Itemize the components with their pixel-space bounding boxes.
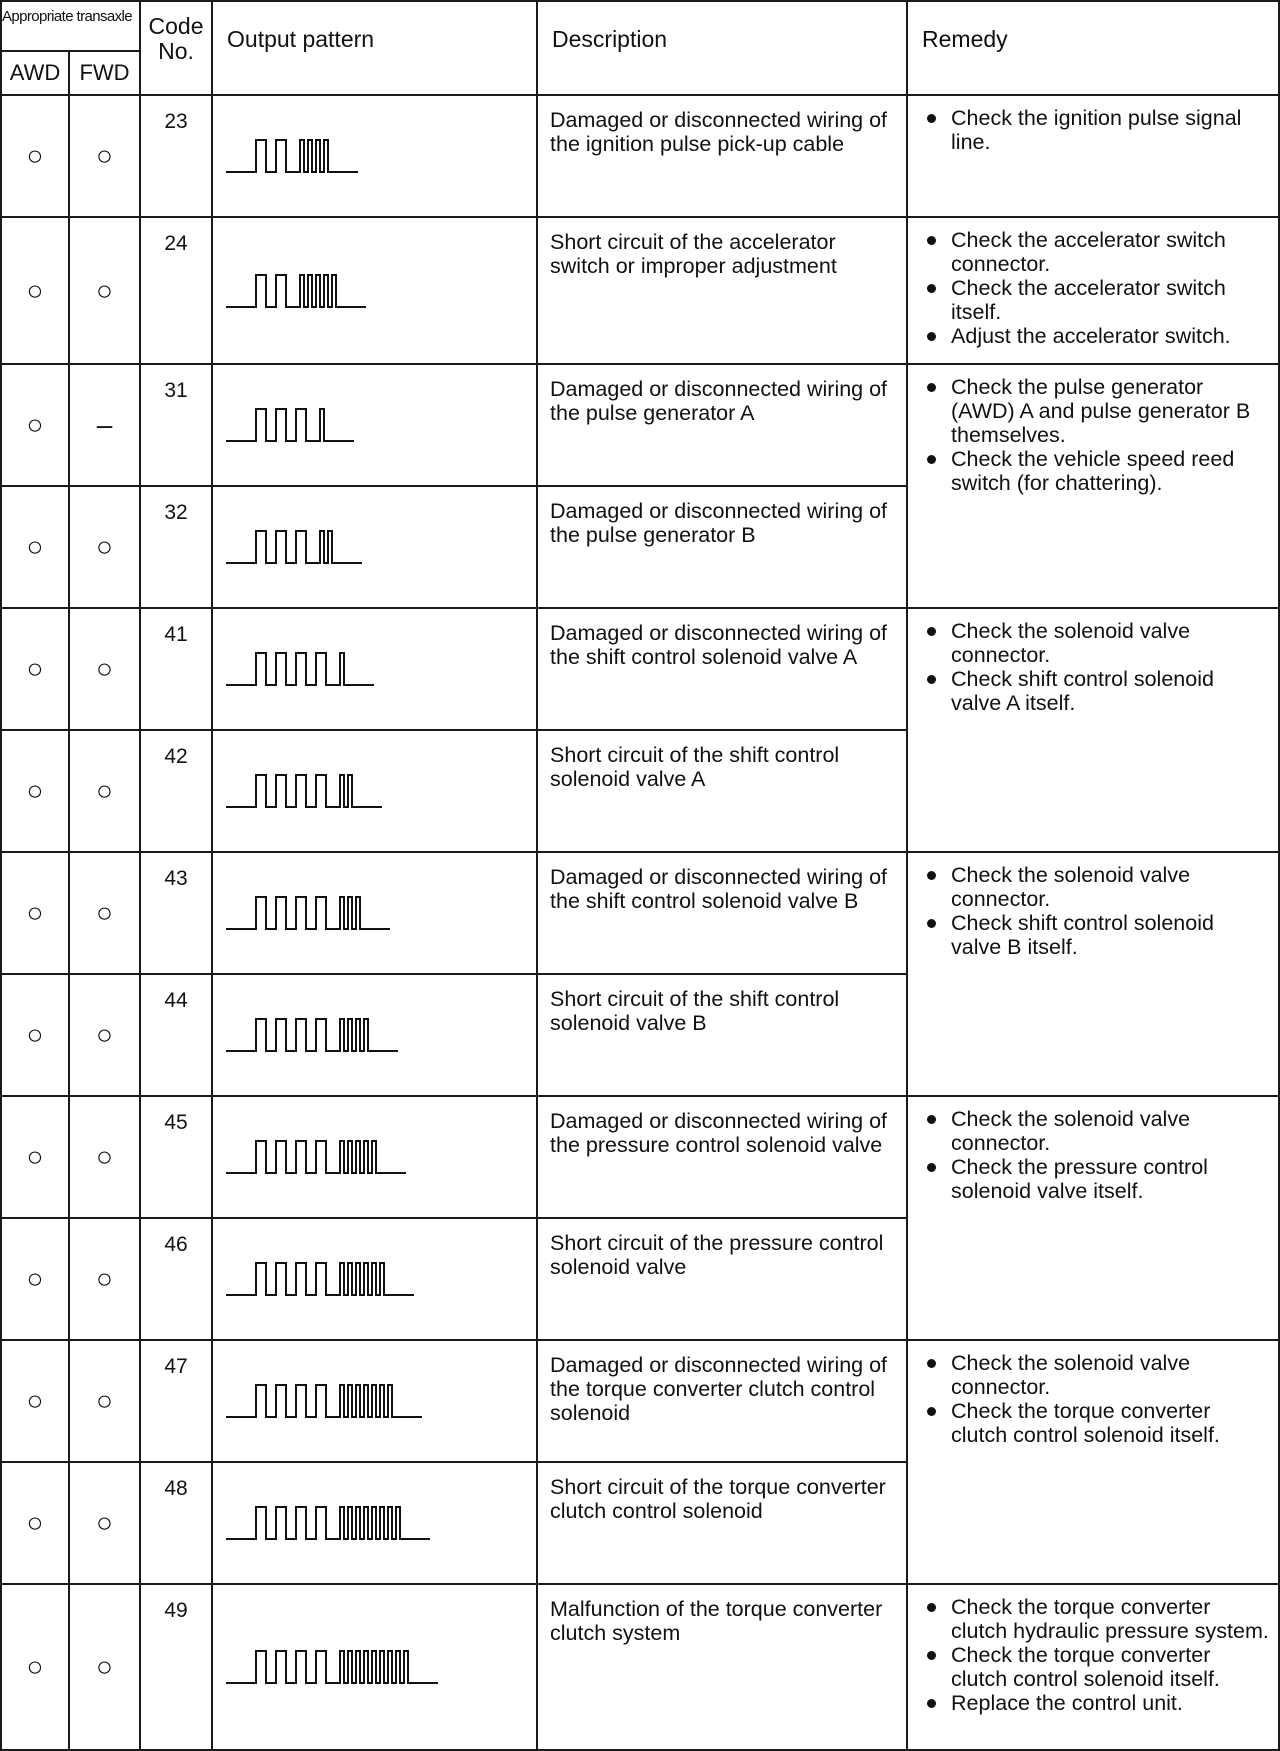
remedy-cell	[907, 1584, 1279, 1750]
pulse-waveform	[226, 1141, 406, 1173]
output-pattern-cell	[212, 730, 537, 852]
remedy-cell	[907, 95, 1279, 217]
output-pattern-graphic	[225, 893, 391, 933]
remedy-item: Check the solenoid valve connector.	[918, 619, 1270, 667]
awd-mark: ○	[1, 1096, 69, 1218]
remedy-cell	[907, 1096, 1279, 1340]
description-text: Damaged or disconnected wiring of the torque converter clutch control solenoid	[537, 1340, 907, 1462]
pulse-waveform	[226, 275, 366, 307]
description-text: Damaged or disconnected wiring of the shift control solenoid valve B	[537, 852, 907, 974]
fwd-mark: ○	[69, 1218, 140, 1340]
code-number: 42	[140, 730, 212, 852]
fwd-mark: ○	[69, 486, 140, 608]
awd-mark: ○	[1, 217, 69, 364]
output-pattern-cell	[212, 364, 537, 486]
remedy-list	[918, 863, 1270, 959]
remedy-item: Check the torque converter clutch control solenoid itself.	[918, 1399, 1270, 1447]
remedy-cell	[907, 1340, 1279, 1584]
awd-mark: ○	[1, 486, 69, 608]
output-pattern-cell	[212, 1462, 537, 1584]
table-row	[1, 95, 1279, 217]
table-row	[1, 364, 1279, 486]
output-pattern-cell	[212, 852, 537, 974]
appropriate-transaxle-header: Appropriate transaxle	[1, 1, 140, 51]
pulse-waveform	[226, 531, 362, 563]
remedy-item: Check the torque converter clutch hydraulic pressure system.	[918, 1595, 1270, 1643]
output-pattern-cell	[212, 1096, 537, 1218]
remedy-list	[918, 228, 1270, 348]
description-text: Damaged or disconnected wiring of the ignition pulse pick-up cable	[537, 95, 907, 217]
output-pattern-graphic	[225, 1503, 431, 1543]
awd-mark: ○	[1, 1218, 69, 1340]
fwd-mark: ○	[69, 1584, 140, 1750]
pulse-waveform	[226, 1263, 414, 1295]
table-row	[1, 1340, 1279, 1462]
remedy-item: Replace the control unit.	[918, 1691, 1270, 1715]
description-text: Short circuit of the pressure control solenoid valve	[537, 1218, 907, 1340]
pulse-waveform	[226, 897, 390, 929]
description-text: Short circuit of the torque converter clutch control solenoid	[537, 1462, 907, 1584]
code-number: 44	[140, 974, 212, 1096]
fwd-mark: ○	[69, 608, 140, 730]
remedy-item: Adjust the accelerator switch.	[918, 324, 1270, 348]
output-pattern-cell	[212, 1584, 537, 1750]
fwd-mark: –	[69, 364, 140, 486]
fwd-mark: ○	[69, 217, 140, 364]
remedy-item: Check the vehicle speed reed switch (for chattering).	[918, 447, 1270, 495]
code-number: 46	[140, 1218, 212, 1340]
output-pattern-cell	[212, 217, 537, 364]
fwd-mark: ○	[69, 1096, 140, 1218]
fwd-mark: ○	[69, 1462, 140, 1584]
remedy-item: Check the ignition pulse signal line.	[918, 106, 1270, 154]
pulse-waveform	[226, 653, 374, 685]
code-number: 23	[140, 95, 212, 217]
awd-header: AWD	[1, 51, 69, 95]
awd-mark: ○	[1, 730, 69, 852]
awd-mark: ○	[1, 95, 69, 217]
output-pattern-graphic	[225, 136, 359, 176]
table-row	[1, 1096, 1279, 1218]
fwd-mark: ○	[69, 1340, 140, 1462]
description-text: Short circuit of the shift control solenoid valve A	[537, 730, 907, 852]
output-pattern-graphic	[225, 649, 375, 689]
code-number: 41	[140, 608, 212, 730]
remedy-cell	[907, 217, 1279, 364]
code-no-header	[140, 1, 212, 95]
output-pattern-graphic	[225, 405, 355, 445]
code-header-line1: Code	[148, 13, 204, 39]
pulse-waveform	[226, 775, 382, 807]
code-number: 24	[140, 217, 212, 364]
table-body	[1, 95, 1279, 1750]
remedy-item: Check the pressure control solenoid valve itself.	[918, 1155, 1270, 1203]
pulse-waveform	[226, 1507, 430, 1539]
output-pattern-graphic	[225, 1015, 399, 1055]
output-pattern-graphic	[225, 771, 383, 811]
remedy-list	[918, 1595, 1270, 1715]
description-text: Short circuit of the shift control solenoid valve B	[537, 974, 907, 1096]
pulse-waveform	[226, 1019, 398, 1051]
table-row	[1, 217, 1279, 364]
awd-mark: ○	[1, 364, 69, 486]
fwd-mark: ○	[69, 852, 140, 974]
remedy-list	[918, 106, 1270, 154]
remedy-cell	[907, 852, 1279, 1096]
table-row	[1, 608, 1279, 730]
remedy-item: Check shift control solenoid valve A itself.	[918, 667, 1270, 715]
output-pattern-cell	[212, 1218, 537, 1340]
pulse-waveform	[226, 140, 358, 172]
code-header-line2: No.	[158, 38, 194, 64]
fwd-mark: ○	[69, 95, 140, 217]
description-text: Damaged or disconnected wiring of the pulse generator A	[537, 364, 907, 486]
description-text: Damaged or disconnected wiring of the pressure control solenoid valve	[537, 1096, 907, 1218]
remedy-item: Check the accelerator switch itself.	[918, 276, 1270, 324]
output-pattern-graphic	[225, 1647, 439, 1687]
awd-mark: ○	[1, 608, 69, 730]
remedy-item: Check shift control solenoid valve B itself.	[918, 911, 1270, 959]
output-pattern-graphic	[225, 1381, 423, 1421]
output-pattern-graphic	[225, 1137, 407, 1177]
remedy-list	[918, 1107, 1270, 1203]
fwd-mark: ○	[69, 730, 140, 852]
awd-mark: ○	[1, 852, 69, 974]
description-text: Damaged or disconnected wiring of the pulse generator B	[537, 486, 907, 608]
fwd-header: FWD	[69, 51, 140, 95]
remedy-item: Check the solenoid valve connector.	[918, 1107, 1270, 1155]
description-text: Short circuit of the accelerator switch or improper adjustment	[537, 217, 907, 364]
remedy-list	[918, 619, 1270, 715]
code-number: 45	[140, 1096, 212, 1218]
remedy-list	[918, 1351, 1270, 1447]
pulse-waveform	[226, 1651, 438, 1683]
remedy-item: Check the pulse generator (AWD) A and pulse generator B themselves.	[918, 375, 1270, 447]
remedy-header: Remedy	[907, 1, 1279, 95]
fwd-mark: ○	[69, 974, 140, 1096]
remedy-item: Check the solenoid valve connector.	[918, 1351, 1270, 1399]
code-number: 31	[140, 364, 212, 486]
remedy-cell	[907, 364, 1279, 608]
description-text: Malfunction of the torque converter clutch system	[537, 1584, 907, 1750]
output-pattern-header: Output pattern	[212, 1, 537, 95]
code-number: 48	[140, 1462, 212, 1584]
output-pattern-graphic	[225, 1259, 415, 1299]
awd-mark: ○	[1, 1584, 69, 1750]
output-pattern-cell	[212, 974, 537, 1096]
output-pattern-cell	[212, 608, 537, 730]
awd-mark: ○	[1, 974, 69, 1096]
output-pattern-graphic	[225, 527, 363, 567]
pulse-waveform	[226, 409, 354, 441]
awd-mark: ○	[1, 1462, 69, 1584]
pulse-waveform	[226, 1385, 422, 1417]
description-text: Damaged or disconnected wiring of the shift control solenoid valve A	[537, 608, 907, 730]
code-number: 32	[140, 486, 212, 608]
table-row	[1, 852, 1279, 974]
remedy-item: Check the accelerator switch connector.	[918, 228, 1270, 276]
remedy-item: Check the torque converter clutch control solenoid itself.	[918, 1643, 1270, 1691]
remedy-list	[918, 375, 1270, 495]
output-pattern-cell	[212, 95, 537, 217]
code-number: 49	[140, 1584, 212, 1750]
output-pattern-graphic	[225, 271, 367, 311]
remedy-cell	[907, 608, 1279, 852]
table-row	[1, 1584, 1279, 1750]
description-header: Description	[537, 1, 907, 95]
code-number: 47	[140, 1340, 212, 1462]
remedy-item: Check the solenoid valve connector.	[918, 863, 1270, 911]
code-number: 43	[140, 852, 212, 974]
output-pattern-cell	[212, 486, 537, 608]
output-pattern-cell	[212, 1340, 537, 1462]
awd-mark: ○	[1, 1340, 69, 1462]
